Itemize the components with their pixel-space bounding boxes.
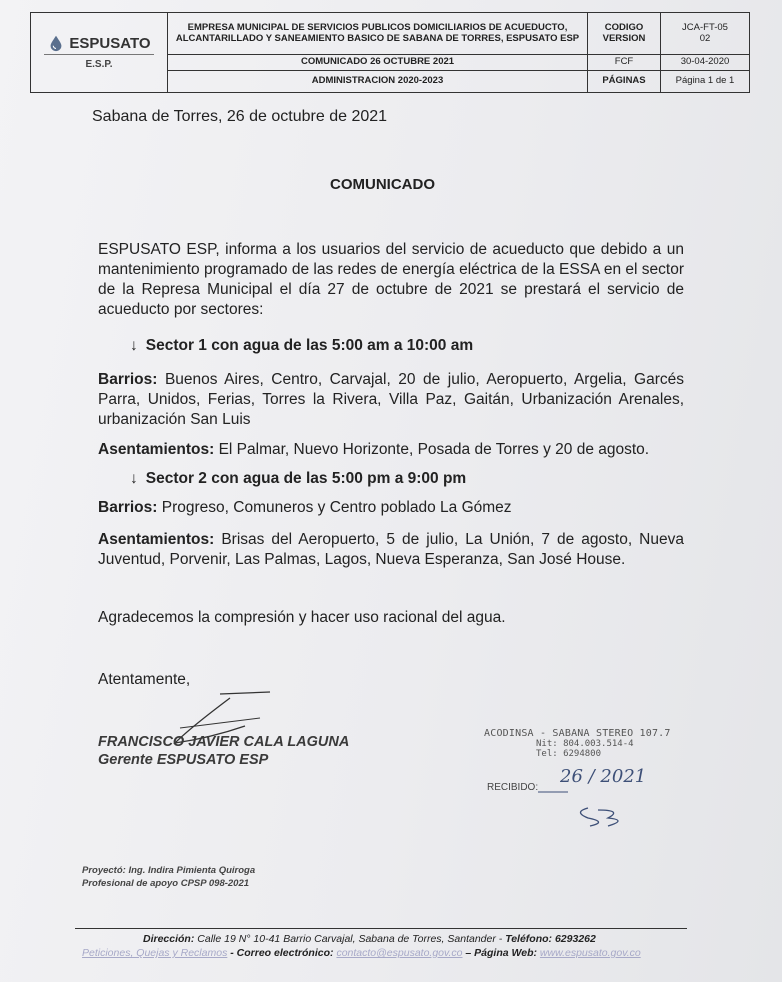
page-title: COMUNICADO xyxy=(330,176,435,193)
handwritten-date: 26 / 2021 xyxy=(560,766,647,787)
header-codigo-version-values xyxy=(661,13,749,55)
sector-2-asentamientos xyxy=(98,530,684,570)
paginas-value: Página 1 de 1 xyxy=(675,75,735,87)
water-drop-icon xyxy=(47,34,65,52)
stamp-line-3: Tel: 6294800 xyxy=(536,749,602,759)
header-administracion: ADMINISTRACION 2020-2023 xyxy=(168,71,588,92)
codigo-value: JCA-FT-05 xyxy=(682,21,728,33)
header-comunicado: COMUNICADO 26 OCTUBRE 2021 xyxy=(168,55,588,71)
telefono-text: 6293262 xyxy=(554,933,596,945)
asentamientos-label: Asentamientos: xyxy=(98,531,215,548)
correo-label: - Correo electrónico: xyxy=(230,947,334,959)
telefono-label: Teléfono: xyxy=(505,933,553,945)
sector-2-barrios xyxy=(98,498,684,518)
sector-2-barrios-text: Progreso, Comuneros y Centro poblado La Gómez xyxy=(161,499,512,516)
footer-address xyxy=(143,933,596,945)
signer-name: FRANCISCO JAVIER CALA LAGUNA xyxy=(98,734,350,750)
direccion-text: Calle 19 N° 10-41 Barrio Carvajal, Sabana de Torres, Santander - xyxy=(197,933,503,945)
sector-1-barrios xyxy=(98,370,684,430)
footer-divider xyxy=(75,928,687,929)
logo-subtitle: E.S.P. xyxy=(85,59,113,71)
website-link[interactable]: www.espusato.gov.co xyxy=(539,947,641,959)
project-credits xyxy=(82,864,255,890)
direccion-label: Dirección: xyxy=(143,933,195,945)
sector-1-title xyxy=(130,337,473,355)
sector-2-asentamientos-text: Brisas del Aeropuerto, 5 de julio, La Unión, 7 de agosto, Nueva Juventud, Porvenir, Las Palmas, Lagos, Nueva Esperanza, San José House. xyxy=(98,531,684,568)
recibido-label: RECIBIDO: xyxy=(487,782,539,793)
company-logo xyxy=(31,13,168,92)
sector-1-barrios-text: Buenos Aires, Centro, Carvajal, 20 de julio, Aeropuerto, Argelia, Garcés Parra, Unidos, Ferias, Torres la Rivera, Villa Paz, Gaitán, Urbanización Arenales, urbanización San Luis xyxy=(98,371,684,428)
logo-divider xyxy=(44,54,154,55)
arrow-down-icon: ↓ xyxy=(130,337,138,354)
paginas-label: PÁGINAS xyxy=(588,71,661,92)
project-line-2: Profesional de apoyo CPSP 098-2021 xyxy=(82,878,250,889)
barrios-label: Barrios: xyxy=(98,499,158,516)
header-codigo-version-labels xyxy=(588,13,661,55)
sector-1-asentamientos-text: El Palmar, Nuevo Horizonte, Posada de Torres y 20 de agosto. xyxy=(218,441,650,458)
sector-1-title-text: Sector 1 con agua de las 5:00 am a 10:00 am xyxy=(145,337,474,354)
pqr-link[interactable]: Peticiones, Quejas y Reclamos xyxy=(82,947,228,959)
sector-2-title-text: Sector 2 con agua de las 5:00 pm a 9:00 pm xyxy=(145,470,467,487)
header-title: EMPRESA MUNICIPAL DE SERVICIOS PUBLICOS DOMICILIARIOS DE ACUEDUCTO, ALCANTARILLADO Y SANEAMIENTO BASICO DE SABANA DE TORRES, ESPUSATO ESP xyxy=(168,13,588,55)
codigo-label: CODIGO xyxy=(604,21,644,33)
closing-regards: Atentamente, xyxy=(98,671,191,688)
sector-1-asentamientos xyxy=(98,440,684,460)
stamp-line-1: ACODINSA - SABANA STEREO 107.7 xyxy=(484,728,671,739)
handwritten-initials xyxy=(528,760,648,830)
signer-role: Gerente ESPUSATO ESP xyxy=(98,752,269,768)
version-value: 02 xyxy=(699,32,711,44)
footer-contact xyxy=(82,947,641,959)
intro-paragraph: ESPUSATO ESP, informa a los usuarios del servicio de acueducto que debido a un mantenimiento programado de las redes de energía eléctrica de la ESSA en el sector de la Represa Municipal el día 27 de octubre de 2021 se prestará el servicio de acueducto por sectores: xyxy=(98,241,684,318)
arrow-down-icon: ↓ xyxy=(130,470,138,487)
web-label: – Página Web: xyxy=(465,947,537,959)
project-line-1: Proyectó: Ing. Indira Pimienta Quiroga xyxy=(82,865,256,876)
document-header-table xyxy=(30,12,750,93)
barrios-label: Barrios: xyxy=(98,371,158,388)
logo-name: ESPUSATO xyxy=(69,34,151,52)
reception-stamp xyxy=(484,728,671,759)
version-label: VERSION xyxy=(602,32,646,44)
stamp-line-2: Nit: 804.003.514-4 xyxy=(536,739,634,749)
thanks-paragraph: Agradecemos la compresión y hacer uso racional del agua. xyxy=(98,609,506,626)
email-link[interactable]: contacto@espusato.gov.co xyxy=(336,947,463,959)
date-line: Sabana de Torres, 26 de octubre de 2021 xyxy=(92,108,388,125)
fcf-value: 30-04-2020 xyxy=(661,55,749,71)
fcf-label: FCF xyxy=(588,55,661,71)
asentamientos-label: Asentamientos: xyxy=(98,441,215,458)
sector-2-title xyxy=(130,470,466,488)
